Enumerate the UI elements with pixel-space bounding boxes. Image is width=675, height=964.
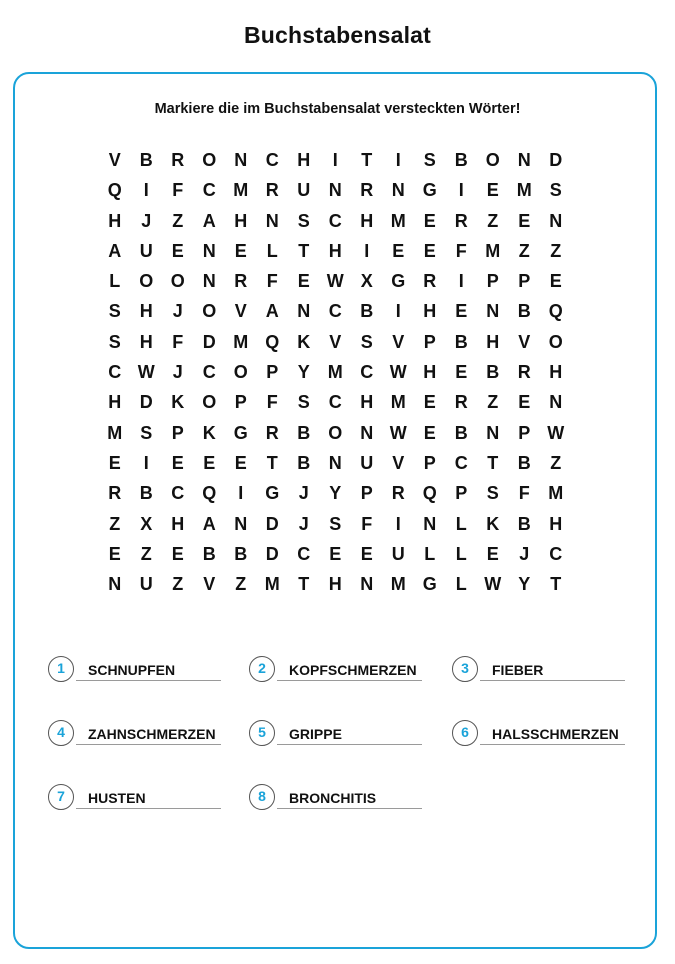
instruction-text: Markiere die im Buchstabensalat versteckten Wörter! — [154, 101, 521, 117]
grid-letter[interactable]: P — [171, 422, 184, 443]
grid-letter[interactable]: S — [549, 180, 562, 201]
grid-letter[interactable]: S — [486, 483, 499, 504]
grid-letter[interactable]: L — [455, 543, 467, 564]
grid-letter[interactable]: N — [328, 452, 342, 473]
grid-letter[interactable]: W — [389, 422, 407, 443]
grid-letter[interactable]: C — [328, 210, 342, 231]
answer-line — [277, 744, 422, 745]
grid-letter[interactable]: O — [202, 392, 217, 413]
grid-letter[interactable]: W — [484, 574, 502, 595]
grid-letter[interactable]: J — [172, 362, 183, 383]
grid-letter[interactable]: B — [234, 543, 248, 564]
grid-letter[interactable]: E — [171, 543, 184, 564]
grid-letter[interactable]: Y — [329, 483, 342, 504]
grid-letter[interactable]: C — [549, 543, 563, 564]
grid-letter[interactable]: C — [328, 392, 342, 413]
grid-letter[interactable]: D — [139, 392, 153, 413]
grid-letter[interactable]: B — [454, 331, 468, 352]
word-label: FIEBER — [492, 662, 544, 678]
grid-letter[interactable]: H — [486, 331, 500, 352]
grid-letter[interactable]: M — [516, 180, 532, 201]
grid-letter[interactable]: B — [454, 150, 468, 170]
grid-letter[interactable]: J — [298, 513, 309, 534]
grid-letter[interactable]: Z — [140, 543, 152, 564]
grid-letter[interactable]: E — [423, 210, 436, 231]
grid-letter[interactable]: Q — [107, 180, 122, 201]
grid-letter[interactable]: I — [143, 452, 149, 473]
grid-letter[interactable]: M — [233, 180, 249, 201]
letter-grid[interactable] — [99, 147, 572, 601]
grid-letter[interactable]: I — [238, 483, 244, 504]
answer-line — [480, 680, 625, 681]
grid-letter[interactable]: Q — [265, 331, 280, 352]
grid-letter[interactable]: K — [486, 513, 500, 534]
grid-letter[interactable]: B — [202, 543, 216, 564]
grid-letter[interactable]: U — [391, 543, 405, 564]
grid-letter[interactable]: H — [234, 210, 248, 231]
grid-letter[interactable]: B — [297, 422, 311, 443]
grid-letter[interactable]: E — [423, 422, 436, 443]
grid-letter[interactable]: V — [392, 452, 405, 473]
grid-letter[interactable]: D — [202, 331, 216, 352]
grid-letter[interactable]: V — [518, 331, 531, 352]
grid-letter[interactable]: P — [518, 422, 531, 443]
grid-letter[interactable]: V — [108, 150, 121, 170]
grid-letter[interactable]: M — [390, 210, 406, 231]
grid-letter[interactable]: B — [297, 452, 311, 473]
grid-letter[interactable]: R — [454, 392, 468, 413]
grid-letter[interactable]: I — [395, 150, 401, 170]
grid-letter[interactable]: D — [265, 513, 279, 534]
grid-letter[interactable]: N — [108, 574, 122, 595]
grid-letter[interactable]: N — [234, 150, 248, 170]
grid-letter[interactable]: B — [517, 301, 531, 322]
grid-letter[interactable]: S — [360, 331, 373, 352]
grid-letter[interactable]: O — [485, 150, 500, 170]
grid-letter[interactable]: X — [360, 271, 373, 292]
grid-letter[interactable]: F — [266, 392, 278, 413]
page-title: Buchstabensalat — [243, 22, 432, 48]
grid-letter[interactable]: R — [423, 271, 437, 292]
grid-letter[interactable]: T — [361, 150, 373, 170]
grid-letter[interactable]: M — [485, 240, 501, 261]
grid-letter[interactable]: E — [329, 543, 342, 564]
grid-letter[interactable]: S — [297, 392, 310, 413]
grid-letter[interactable]: H — [108, 392, 122, 413]
answer-line — [277, 680, 422, 681]
grid-letter[interactable]: F — [172, 180, 184, 201]
grid-letter[interactable]: K — [297, 331, 311, 352]
grid-letter[interactable]: C — [297, 543, 311, 564]
grid-letter[interactable]: E — [297, 271, 310, 292]
grid-letter[interactable]: O — [233, 362, 248, 383]
grid-letter[interactable]: C — [108, 362, 122, 383]
grid-letter[interactable]: U — [297, 180, 311, 201]
grid-letter[interactable]: M — [264, 574, 280, 595]
grid-letter[interactable]: L — [424, 543, 436, 564]
grid-letter[interactable]: W — [389, 362, 407, 383]
grid-letter[interactable]: H — [423, 301, 437, 322]
grid-letter[interactable]: L — [109, 271, 121, 292]
grid-letter[interactable]: B — [486, 362, 500, 383]
grid-letter[interactable]: H — [328, 240, 342, 261]
grid-letter[interactable]: G — [391, 271, 406, 292]
grid-letter[interactable]: G — [265, 483, 280, 504]
grid-letter[interactable]: O — [139, 271, 154, 292]
grid-letter[interactable]: W — [547, 422, 565, 443]
grid-letter[interactable]: O — [170, 271, 185, 292]
grid-letter[interactable]: N — [549, 392, 563, 413]
grid-letter[interactable]: I — [458, 180, 464, 201]
grid-letter[interactable]: J — [172, 301, 183, 322]
grid-letter[interactable]: J — [141, 210, 152, 231]
grid-letter[interactable]: Q — [202, 483, 217, 504]
grid-letter[interactable]: E — [423, 240, 436, 261]
word-number-badge: 1 — [48, 656, 74, 682]
grid-letter[interactable]: N — [265, 210, 279, 231]
grid-letter[interactable]: N — [360, 422, 374, 443]
grid-letter[interactable]: V — [392, 331, 405, 352]
grid-letter[interactable]: Z — [109, 513, 121, 534]
word-label: HALSSCHMERZEN — [492, 726, 619, 742]
grid-letter[interactable]: N — [423, 513, 437, 534]
grid-letter[interactable]: N — [486, 301, 500, 322]
grid-letter[interactable]: V — [203, 574, 216, 595]
grid-letter[interactable]: U — [139, 240, 153, 261]
grid-letter[interactable]: Q — [422, 483, 437, 504]
answer-line — [76, 744, 221, 745]
grid-letter[interactable]: N — [391, 180, 405, 201]
grid-letter[interactable]: Z — [172, 210, 184, 231]
grid-letter[interactable]: H — [108, 210, 122, 231]
grid-letter[interactable]: I — [395, 301, 401, 322]
grid-letter[interactable]: E — [392, 240, 405, 261]
answer-line — [76, 808, 221, 809]
grid-letter[interactable]: S — [108, 331, 121, 352]
grid-letter[interactable]: D — [265, 543, 279, 564]
grid-letter[interactable]: C — [265, 150, 279, 170]
grid-letter[interactable]: R — [360, 180, 374, 201]
grid-letter[interactable]: M — [390, 392, 406, 413]
grid-letter[interactable]: D — [549, 150, 563, 170]
grid-letter[interactable]: M — [233, 331, 249, 352]
grid-letter[interactable]: B — [139, 483, 153, 504]
grid-letter[interactable]: H — [360, 392, 374, 413]
grid-letter[interactable]: E — [518, 210, 531, 231]
grid-letter[interactable]: A — [202, 513, 216, 534]
grid-letter[interactable]: N — [297, 301, 311, 322]
grid-letter[interactable]: F — [455, 240, 467, 261]
word-label: GRIPPE — [289, 726, 342, 742]
grid-letter[interactable]: E — [203, 452, 216, 473]
grid-letter[interactable]: S — [140, 422, 153, 443]
grid-letter[interactable]: V — [329, 331, 342, 352]
grid-letter[interactable]: N — [360, 574, 374, 595]
word-number-badge: 3 — [452, 656, 478, 682]
grid-letter[interactable]: H — [423, 362, 437, 383]
grid-letter[interactable]: U — [360, 452, 374, 473]
grid-letter[interactable]: R — [265, 180, 279, 201]
grid-letter[interactable]: V — [234, 301, 247, 322]
grid-letter[interactable]: I — [364, 240, 370, 261]
grid-letter[interactable]: P — [455, 483, 468, 504]
grid-letter[interactable]: C — [328, 301, 342, 322]
grid-letter[interactable]: I — [458, 271, 464, 292]
grid-letter[interactable]: Z — [487, 392, 499, 413]
grid-letter[interactable]: K — [171, 392, 185, 413]
grid-letter[interactable]: A — [265, 301, 279, 322]
grid-letter[interactable]: N — [549, 210, 563, 231]
grid-letter[interactable]: E — [455, 362, 468, 383]
grid-letter[interactable]: T — [298, 240, 310, 261]
grid-letter[interactable]: I — [395, 513, 401, 534]
grid-letter[interactable]: E — [486, 180, 499, 201]
grid-letter[interactable]: L — [455, 513, 467, 534]
grid-letter[interactable]: L — [455, 574, 467, 595]
answer-line — [480, 744, 625, 745]
grid-letter[interactable]: J — [519, 543, 530, 564]
grid-letter[interactable]: P — [234, 392, 247, 413]
grid-letter[interactable]: T — [550, 574, 562, 595]
answer-line — [76, 680, 221, 681]
word-number-badge: 8 — [249, 784, 275, 810]
grid-letter[interactable]: J — [298, 483, 309, 504]
grid-letter[interactable]: N — [517, 150, 531, 170]
grid-letter[interactable]: E — [108, 452, 121, 473]
grid-letter[interactable]: Z — [487, 210, 499, 231]
grid-letter[interactable]: R — [454, 210, 468, 231]
word-number-badge: 2 — [249, 656, 275, 682]
grid-letter[interactable]: E — [108, 543, 121, 564]
grid-letter[interactable]: H — [549, 513, 563, 534]
grid-letter[interactable]: G — [233, 422, 248, 443]
grid-letter[interactable]: M — [548, 483, 564, 504]
grid-letter[interactable]: Z — [235, 574, 247, 595]
grid-letter[interactable]: C — [202, 180, 216, 201]
grid-letter[interactable]: H — [549, 362, 563, 383]
grid-letter[interactable]: N — [234, 513, 248, 534]
grid-letter[interactable]: A — [202, 210, 216, 231]
grid-letter[interactable]: C — [454, 452, 468, 473]
grid-letter[interactable]: T — [266, 452, 278, 473]
word-number-badge: 7 — [48, 784, 74, 810]
grid-letter[interactable]: R — [171, 150, 185, 170]
grid-letter[interactable]: R — [265, 422, 279, 443]
grid-letter[interactable]: T — [298, 574, 310, 595]
grid-letter[interactable]: X — [140, 513, 153, 534]
grid-letter[interactable]: M — [327, 362, 343, 383]
word-number-badge: 5 — [249, 720, 275, 746]
grid-letter[interactable]: F — [361, 513, 373, 534]
grid-letter[interactable]: S — [329, 513, 342, 534]
grid-letter[interactable]: U — [139, 574, 153, 595]
grid-letter[interactable]: O — [202, 301, 217, 322]
grid-letter[interactable]: F — [518, 483, 530, 504]
grid-letter[interactable]: S — [108, 301, 121, 322]
grid-letter[interactable]: M — [107, 422, 123, 443]
word-label: SCHNUPFEN — [88, 662, 176, 678]
grid-letter[interactable]: Y — [518, 574, 531, 595]
grid-letter[interactable]: E — [518, 392, 531, 413]
grid-letter[interactable]: R — [234, 271, 248, 292]
grid-letter[interactable]: R — [391, 483, 405, 504]
grid-letter[interactable]: B — [517, 513, 531, 534]
grid-letter[interactable]: P — [266, 362, 279, 383]
grid-letter[interactable]: F — [172, 331, 184, 352]
grid-letter[interactable]: H — [297, 150, 311, 170]
grid-letter[interactable]: H — [328, 574, 342, 595]
grid-letter[interactable]: R — [517, 362, 531, 383]
grid-letter[interactable]: O — [548, 331, 563, 352]
grid-letter[interactable]: L — [266, 240, 278, 261]
grid-letter[interactable]: T — [487, 452, 499, 473]
grid-letter[interactable]: A — [108, 240, 122, 261]
grid-letter[interactable]: P — [518, 271, 531, 292]
grid-letter[interactable]: O — [328, 422, 343, 443]
grid-letter[interactable]: H — [139, 301, 153, 322]
grid-letter[interactable]: Z — [550, 240, 562, 261]
grid-letter[interactable]: E — [171, 452, 184, 473]
word-number-badge: 4 — [48, 720, 74, 746]
grid-letter[interactable]: K — [202, 422, 216, 443]
grid-letter[interactable]: H — [139, 331, 153, 352]
grid-letter[interactable]: B — [454, 422, 468, 443]
grid-letter[interactable]: O — [202, 150, 217, 170]
grid-letter[interactable]: E — [234, 240, 247, 261]
word-number-badge: 6 — [452, 720, 478, 746]
grid-letter[interactable]: Y — [297, 362, 310, 383]
grid-letter[interactable]: Q — [548, 301, 563, 322]
grid-letter[interactable]: N — [328, 180, 342, 201]
grid-letter[interactable]: N — [202, 271, 216, 292]
grid-letter[interactable]: N — [486, 422, 500, 443]
grid-letter[interactable]: E — [171, 240, 184, 261]
grid-letter[interactable]: E — [423, 392, 436, 413]
grid-letter[interactable]: P — [486, 271, 499, 292]
grid-letter[interactable]: Z — [172, 574, 184, 595]
grid-letter[interactable]: S — [297, 210, 310, 231]
word-label: ZAHNSCHMERZEN — [88, 726, 216, 742]
grid-letter[interactable]: B — [139, 150, 153, 170]
grid-letter[interactable]: W — [326, 271, 344, 292]
grid-letter[interactable]: C — [171, 483, 185, 504]
word-label: HUSTEN — [88, 790, 146, 806]
grid-letter[interactable]: R — [108, 483, 122, 504]
grid-letter[interactable]: G — [422, 574, 437, 595]
grid-letter[interactable]: F — [266, 271, 278, 292]
grid-letter[interactable]: E — [455, 301, 468, 322]
grid-letter[interactable]: H — [360, 210, 374, 231]
grid-letter[interactable]: N — [202, 240, 216, 261]
grid-letter[interactable]: C — [360, 362, 374, 383]
grid-letter[interactable]: I — [332, 150, 338, 170]
grid-letter[interactable]: Z — [550, 452, 562, 473]
grid-letter[interactable]: E — [549, 271, 562, 292]
grid-letter[interactable]: B — [360, 301, 374, 322]
grid-letter[interactable]: W — [137, 362, 155, 383]
grid-letter[interactable]: I — [143, 180, 149, 201]
answer-line — [277, 808, 422, 809]
grid-letter[interactable]: P — [423, 452, 436, 473]
word-label: KOPFSCHMERZEN — [289, 662, 417, 678]
grid-letter[interactable]: P — [360, 483, 373, 504]
grid-letter[interactable]: E — [234, 452, 247, 473]
grid-letter[interactable]: Z — [518, 240, 530, 261]
grid-letter[interactable]: S — [423, 150, 436, 170]
grid-letter[interactable]: C — [202, 362, 216, 383]
grid-letter[interactable]: P — [423, 331, 436, 352]
word-label: BRONCHITIS — [289, 790, 377, 806]
grid-letter[interactable]: E — [486, 543, 499, 564]
grid-letter[interactable]: B — [517, 452, 531, 473]
grid-letter[interactable]: G — [422, 180, 437, 201]
grid-letter[interactable]: H — [171, 513, 185, 534]
grid-letter[interactable]: M — [390, 574, 406, 595]
grid-letter[interactable]: E — [360, 543, 373, 564]
